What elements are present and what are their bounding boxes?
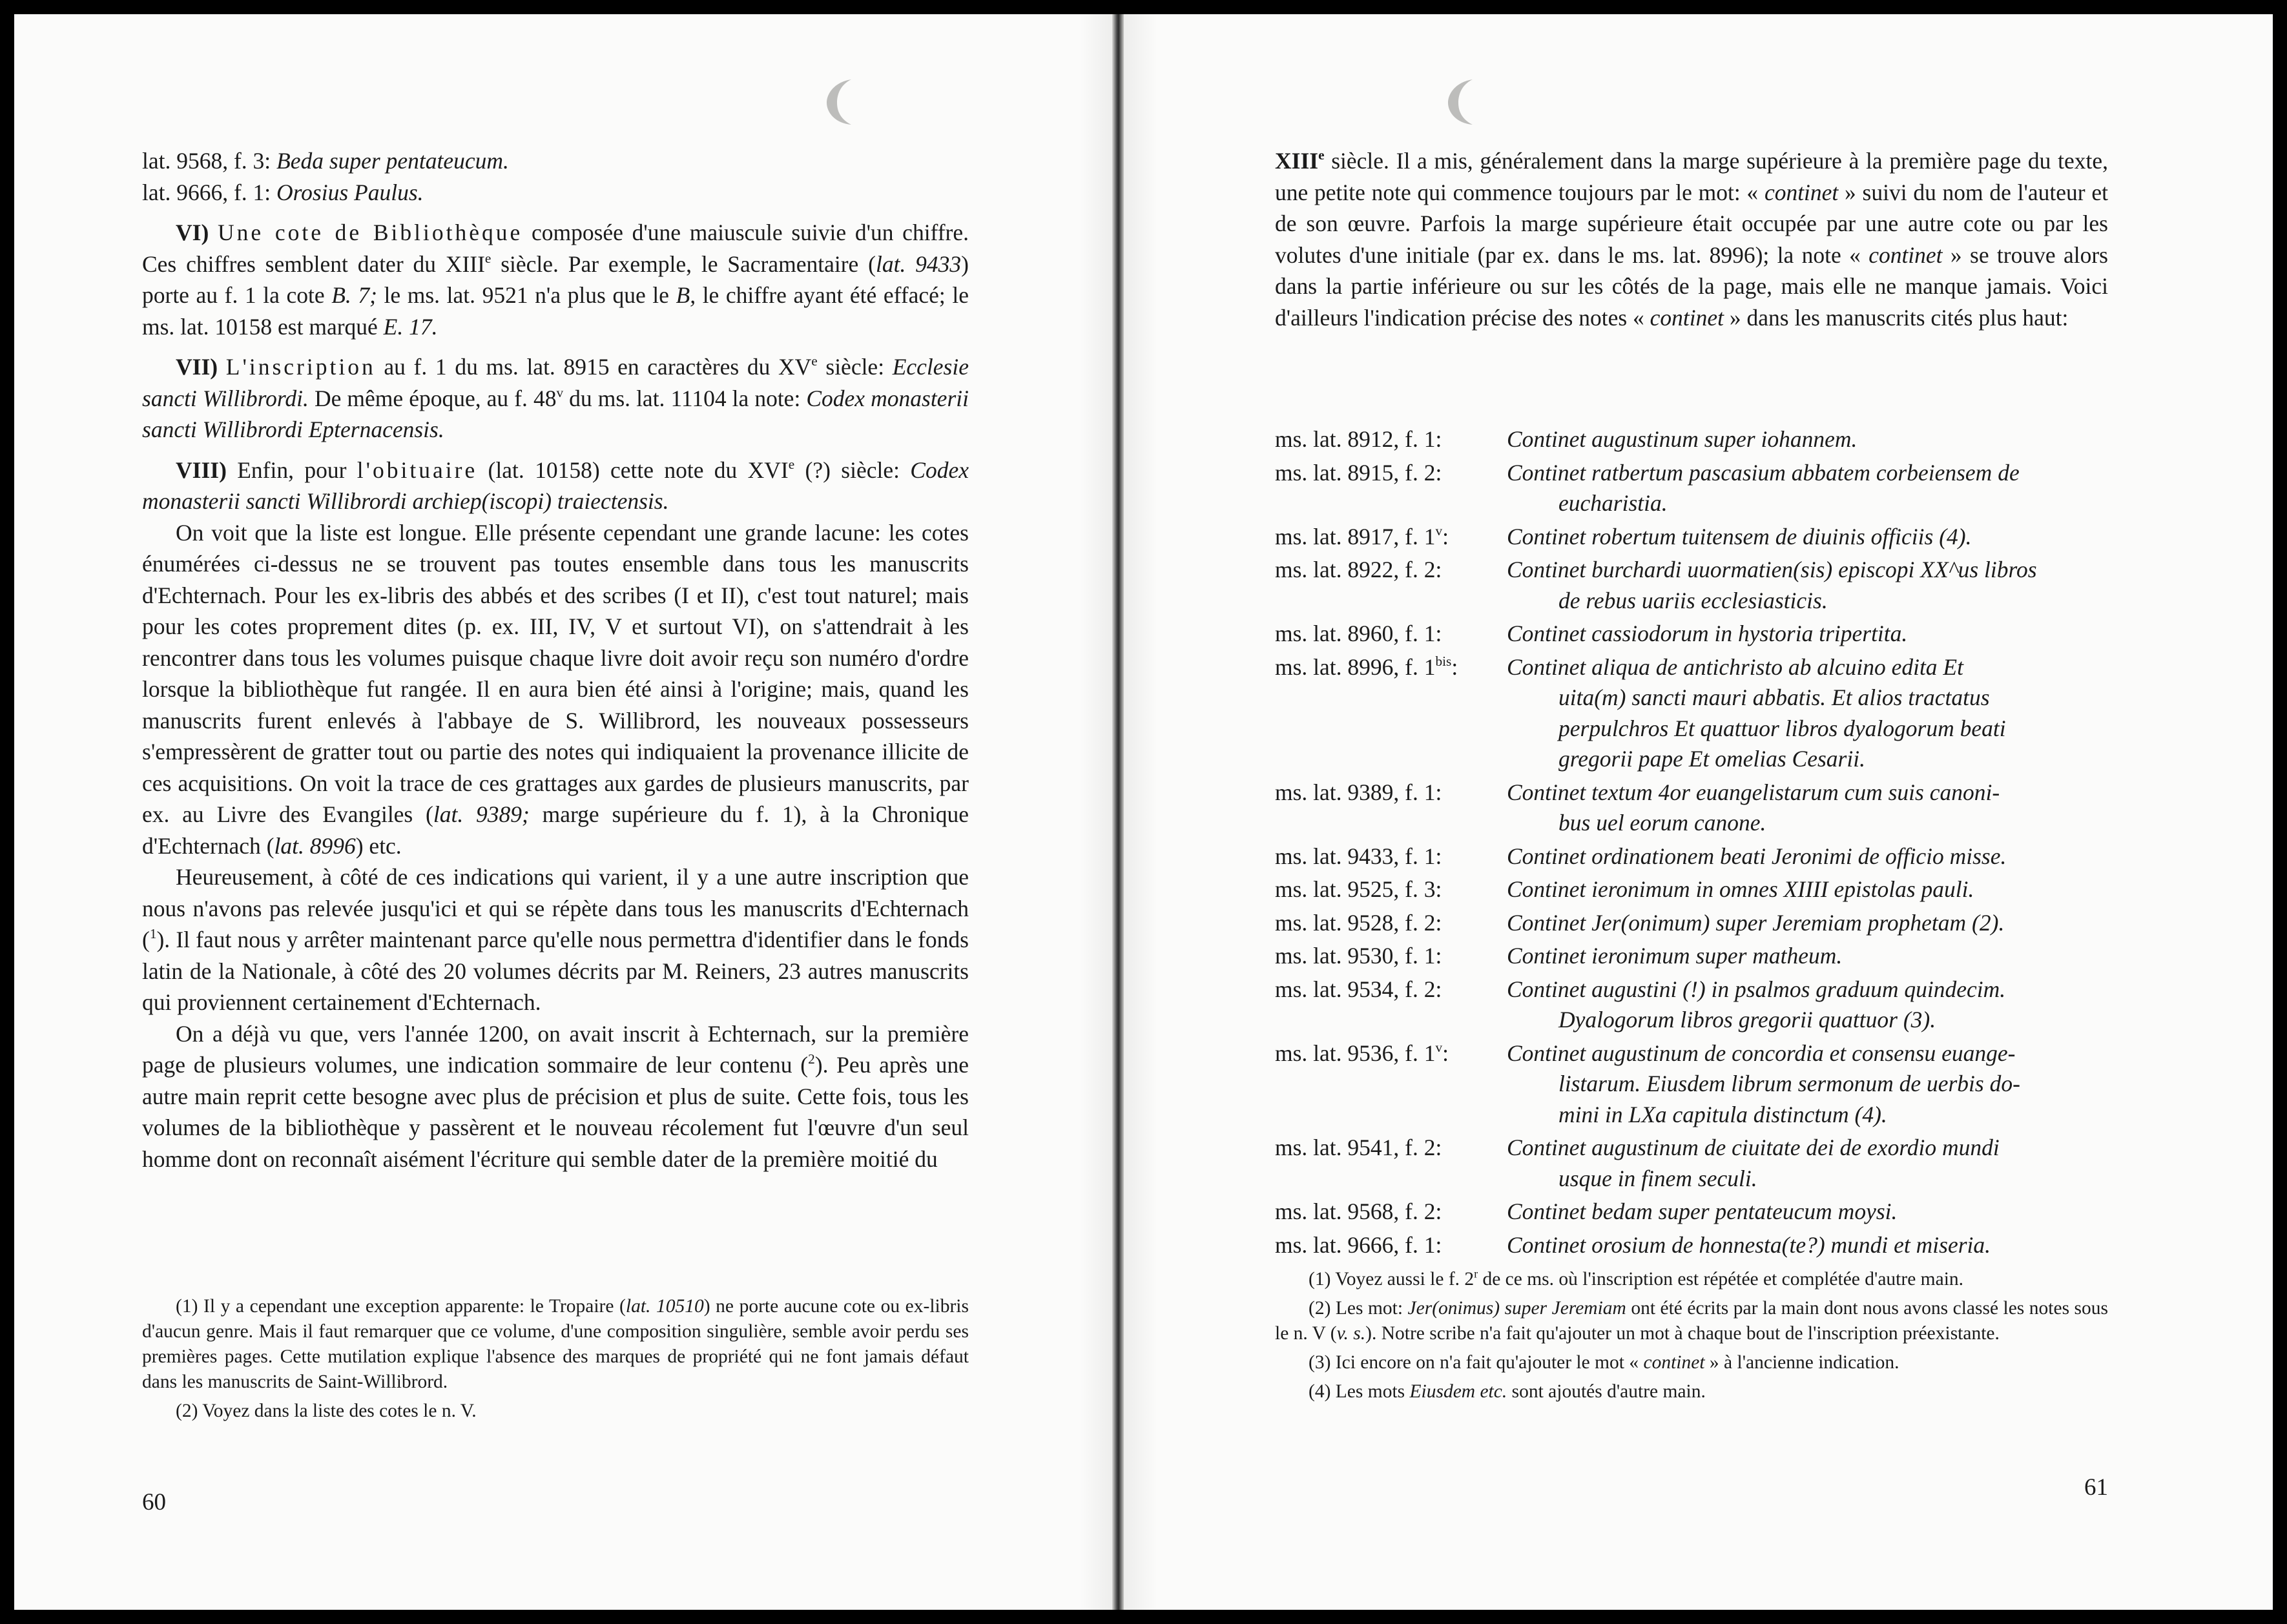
footnote-2: (2) Voyez dans la liste des cotes le n. V.	[176, 1401, 477, 1421]
manuscript-list	[1275, 424, 2108, 1260]
manuscript-entry	[1275, 555, 2108, 616]
right-body-text	[1275, 145, 2108, 333]
manuscript-continet-note: Continet bedam super pentateucum moysi.	[1507, 1198, 1898, 1224]
manuscript-reference: ms. lat. 9666, f. 1:	[1275, 1231, 1442, 1258]
manuscript-entry	[1275, 908, 2108, 939]
manuscript-entry	[1275, 1038, 2108, 1131]
manuscript-reference: ms. lat. 9433, f. 1:	[1275, 843, 1442, 869]
manuscript-entry	[1275, 841, 2108, 872]
manuscript-continet-note: Continet ordinationem beati Jeronimi de officio misse.	[1507, 843, 2007, 869]
manuscript-reference: ms. lat. 8996, f. $1^{bis}$:	[1275, 653, 1458, 680]
paragraph-liste: On voit que la liste est longue. Elle présente cependant une grande lacune: les cotes énumérées ci-dessus ne se trouvent pas toutes ensemble dans tous les manuscrits d'Echternach. Pour les ex-libris des abbés et des scribes (I et II), c'est tout naturel; mais pour les cotes proprement dites (p. ex. III, IV, V et surtout VI), on s'attendrait à les rencontrer dans tous les volumes puisque chaque livre doit avoir reçu son numéro d'ordre lorsque la bibliothèque fut rangée. Il en aura bien été ainsi à l'origine; mais, quand les manuscrits furent enlevés à l'abbaye de S. Willibrord, les nouveaux possesseurs s'empressèrent de gratter tout ou partie des notes qui indiquaient la provenance illicite de ces acquisitions. On voit la trace de ces grattages aux gardes de plusieurs manuscrits, par ex. au Livre des Evangiles (lat. 9389; marge supérieure du f. 1), à la Chronique d'Echternach (lat. 8996) etc.	[142, 519, 969, 859]
manuscript-entry	[1275, 652, 2108, 775]
manuscript-reference: ms. lat. 9541, f. 2:	[1275, 1135, 1442, 1160]
manuscript-entry	[1275, 941, 2108, 972]
manuscript-continet-note: Continet orosium de honnesta(te?) mundi et miseria.	[1507, 1231, 1991, 1258]
manuscript-reference: ms. lat. 8922, f. 2:	[1275, 557, 1442, 582]
manuscript-continet-note: Continet augustinum super iohannem.	[1507, 426, 1858, 452]
manuscript-continet-note: Continet ieronimum in omnes XIIII epistolas pauli.	[1507, 876, 1974, 902]
manuscript-entry	[1275, 522, 2108, 553]
manuscript-entry	[1275, 424, 2108, 455]
footnote-1: (1) Voyez aussi le f. 2$^r$ de ce ms. où l'inscription est répétée et complétée d'autre main.	[1309, 1267, 1964, 1290]
right-footnotes	[1275, 1267, 2108, 1404]
paragraph-on-a-deja: On a déjà vu que, vers l'année 1200, on avait inscrit à Echternach, sur la première page de plusieurs volumes, une indication sommaire de leur contenu ($^2$). Peu après une autre main reprit cette besogne avec plus de précision et plus de suite. Cette fois, tous les volumes de la bibliothèque y passèrent et le nouveau récolement fut l'œuvre d'un seul homme dont on reconnaît aisément l'écriture qui semble dater de la première moitié du	[142, 1020, 969, 1172]
manuscript-entry	[1275, 458, 2108, 519]
manuscript-reference: ms. lat. 8912, f. 1:	[1275, 426, 1442, 452]
manuscript-continet-note: Continet Jer(onimum) super Jeremiam prophetam (2).	[1507, 909, 2005, 936]
left-footnotes	[142, 1294, 969, 1424]
manuscript-continet-note: Continet augustinum de concordia et consensu euange- listarum. Eiusdem librum sermonum de uerbis do- mini in LXa capitula distinctum (4).	[1507, 1040, 2020, 1127]
footnote-3: (3) Ici encore on n'a fait qu'ajouter le mot « continet » à l'ancienne indication.	[1309, 1352, 1899, 1373]
manuscript-reference: ms. lat. 9525, f. 3:	[1275, 876, 1442, 902]
manuscript-reference: ms. lat. 8915, f. 2:	[1275, 459, 1442, 486]
manuscript-reference: ms. lat. 9568, f. 2:	[1275, 1198, 1442, 1224]
manuscript-reference: ms. lat. 9536, f. 1$^v$:	[1275, 1039, 1449, 1066]
manuscript-entry	[1275, 974, 2108, 1036]
paragraph-intro: XIIIe siècle. Il a mis, généralement dans la marge supérieure à la première page du texte, une petite note qui commence toujours par le mot: « continet » suivi du nom de l'auteur et de son œuvre. Parfois la marge supérieure était occupée par une autre cote ou par les volutes d'une initiale (par ex. dans le ms. lat. 8996); la note « continet » se trouve alors dans la partie inférieure ou sur les côtés de la page, mais elle ne manque jamais. Voici d'ailleurs l'indication précise des notes « continet » dans les manuscrits cités plus haut:	[1275, 147, 2108, 331]
manuscript-entry	[1275, 777, 2108, 839]
manuscript-entry	[1275, 1230, 2108, 1261]
manuscript-entry	[1275, 1197, 2108, 1228]
manuscript-continet-note: Continet ieronimum super matheum.	[1507, 943, 1843, 969]
book-spread	[14, 14, 2273, 1610]
manuscript-continet-note: Continet augustinum de ciuitate dei de exordio mundi usque in finem seculi.	[1507, 1135, 2000, 1191]
manuscript-reference: ms. lat. 8917, f. 1$^v$:	[1275, 522, 1449, 550]
footnote-4: (4) Les mots Eiusdem etc. sont ajoutés d'autre main.	[1309, 1381, 1706, 1402]
page-number: 60	[142, 1489, 166, 1516]
manuscript-continet-note: Continet textum 4or euangelistarum cum suis canoni- bus uel eorum canone.	[1507, 779, 2000, 836]
manuscript-reference: ms. lat. 9534, f. 2:	[1275, 976, 1442, 1002]
page-60	[142, 14, 969, 1610]
manuscript-reference: ms. lat. 8960, f. 1:	[1275, 621, 1442, 646]
paragraph-viii: VIII) Enfin, pour l'obituaire (lat. 10158) cette note du XVIe (?) siècle: Codex monasterii sancti Willibrordi archiep(iscopi) traiectensis.	[142, 456, 969, 514]
manuscript-entry	[1275, 619, 2108, 650]
manuscript-reference: ms. lat. 9389, f. 1:	[1275, 779, 1442, 805]
page-61	[1275, 14, 2108, 1610]
paragraph-heureusement: Heureusement, à côté de ces indications qui varient, il y a une autre inscription que nous n'avons pas relevée jusqu'ici et qui se répète dans tous les manuscrits d'Echternach ($^1$). Il faut nous y arrêter maintenant parce qu'elle nous permettra d'identifier dans le fonds latin de la Nationale, à côté des 20 volumes décrits par M. Reiners, 23 autres manuscrits qui proviennent certainement d'Echternach.	[142, 864, 969, 1015]
manuscript-continet-note: Continet augustini (!) in psalmos graduum quindecim. Dyalogorum libros gregorii quattuor (3).	[1507, 976, 2006, 1033]
line-lat-9666: lat. 9666, f. 1: Orosius Paulus.	[142, 179, 424, 205]
manuscript-entry	[1275, 1133, 2108, 1194]
manuscript-continet-note: Continet robertum tuitensem de diuinis officiis (4).	[1507, 523, 1972, 550]
manuscript-continet-note: Continet burchardi uuormatien(sis) episcopi XX^us libros de rebus uariis ecclesiasticis.	[1507, 557, 2037, 613]
line-lat-9568: lat. 9568, f. 3: Beda super pentateucum.	[142, 148, 509, 174]
footnote-2: (2) Les mot: Jer(onimus) super Jeremiam ont été écrits par la main dont nous avons classé les notes sous le n. V (v. s.). Notre scribe n'a fait qu'ajouter un mot à chaque bout de l'inscription préexistante.	[1275, 1298, 2108, 1344]
manuscript-entry	[1275, 874, 2108, 905]
manuscript-continet-note: Continet aliqua de antichristo ab alcuino edita Et uita(m) sancti mauri abbatis. Et alios tractatus perpulchros Et quattuor libros dyalogorum beati gregorii pape Et omelias Cesarii.	[1507, 653, 2006, 772]
manuscript-reference: ms. lat. 9530, f. 1:	[1275, 943, 1442, 969]
page-number: 61	[2084, 1474, 2108, 1501]
paragraph-vii: VII) L'inscription au f. 1 du ms. lat. 8915 en caractères du XVe siècle: Ecclesie sancti Willibrordi. De même époque, au f. 48$^v$ du ms. lat. 11104 la note: Codex monasterii sancti Willibrordi Epternacensis.	[142, 353, 969, 442]
paragraph-vi: VI) Une cote de Bibliothèque composée d'une maiuscule suivie d'un chiffre. Ces chiffres semblent dater du XIIIe siècle. Par exemple, le Sacramentaire (lat. 9433) porte au f. 1 la cote B. 7; le ms. lat. 9521 n'a plus que le B, le chiffre ayant été effacé; le ms. lat. 10158 est marqué E. 17.	[142, 220, 969, 340]
footnote-1: (1) Il y a cependant une exception apparente: le Tropaire (lat. 10510) ne porte aucune cote ou ex-libris d'aucun genre. Mais il faut remarquer que ce volume, d'une composition singulière, semble avoir perdu ses premières pages. Cette mutilation explique l'absence des marques de propriété qui ne font jamais défaut dans les manuscrits de Saint-Willibrord.	[142, 1296, 969, 1392]
manuscript-continet-note: Continet cassiodorum in hystoria tripertita.	[1507, 621, 1908, 646]
left-body-text	[142, 145, 969, 1175]
book-gutter	[1112, 14, 1124, 1610]
manuscript-continet-note: Continet ratbertum pascasium abbatem corbeiensem de eucharistia.	[1507, 459, 2020, 516]
manuscript-reference: ms. lat. 9528, f. 2:	[1275, 909, 1442, 936]
